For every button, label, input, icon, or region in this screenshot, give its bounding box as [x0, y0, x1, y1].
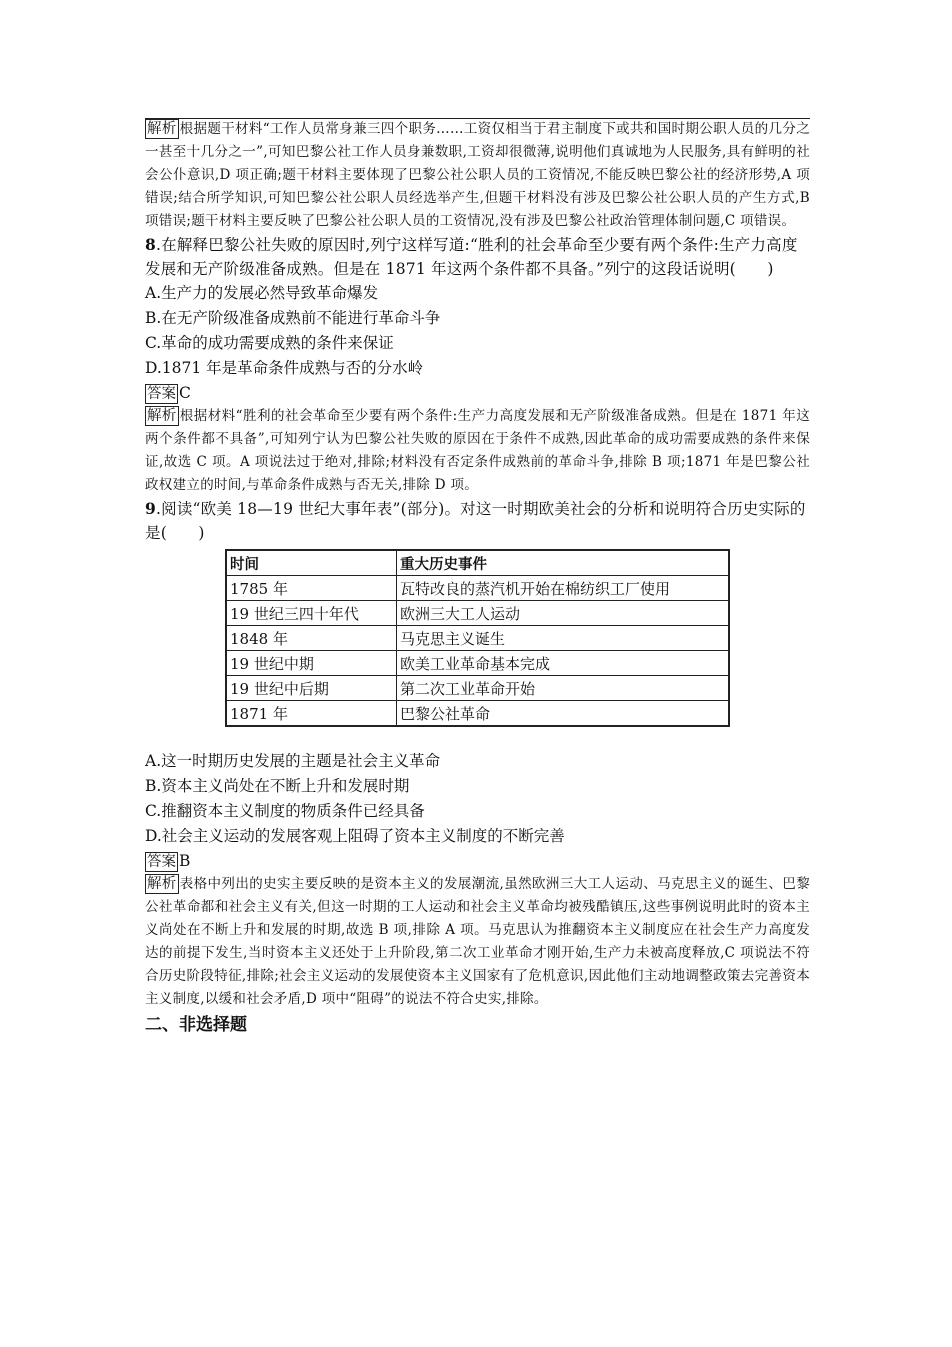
- table-row: [226, 651, 729, 676]
- option-b: B.资本主义尚处在不断上升和发展时期: [145, 777, 410, 795]
- table-cell: 19 世纪中后期: [226, 676, 397, 701]
- option-a: A.生产力的发展必然导致革命爆发: [145, 284, 379, 302]
- table-row: [226, 701, 729, 727]
- table-header: 重大历史事件: [397, 550, 730, 576]
- option-c: C.革命的成功需要成熟的条件来保证: [145, 334, 394, 352]
- analysis-text: 根据材料“胜利的社会革命至少要有两个条件:生产力高度发展和无产阶级准备成熟。但是在 1871 年这两个条件都不具备”,可知列宁认为巴黎公社失败的原因在于条件不成熟,因此革命的成功需要成熟的条件来保证,故选 C 项。A 项说法过于绝对,排除;材料没有否定条件成熟前的革命斗争,排除 B 项;1871 年是巴黎公社政权建立的时间,与革命条件成熟与否无关,排除 D 项。: [145, 408, 810, 493]
- analysis-tag: 解析: [147, 876, 177, 892]
- answer-value: B: [179, 852, 191, 870]
- table-cell: 19 世纪中期: [226, 651, 397, 676]
- analysis-q8: [145, 405, 810, 497]
- table-cell: 1785 年: [226, 576, 397, 601]
- table-row: [226, 626, 729, 651]
- table-cell: 马克思主义诞生: [397, 626, 730, 651]
- option-b: B.在无产阶级准备成熟前不能进行革命斗争: [145, 309, 441, 327]
- option-a: A.这一时期历史发展的主题是社会主义革命: [145, 752, 441, 770]
- answer-value: C: [179, 384, 191, 402]
- section-title: 二、非选择题: [145, 1015, 247, 1035]
- table-cell: 巴黎公社革命: [397, 701, 730, 727]
- document-page: [145, 118, 810, 1037]
- table-cell: 瓦特改良的蒸汽机开始在棉纺织工厂使用: [397, 576, 730, 601]
- answer-q9: [145, 849, 810, 873]
- question-8: [145, 233, 810, 281]
- question-stem: .阅读“欧美 18—19 世纪大事年表”(部分)。对这一时期欧美社会的分析和说明符合历史实际的是( ): [145, 500, 806, 542]
- table-row: [226, 676, 729, 701]
- analysis-text: 根据题干材料“工作人员常身兼三四个职务……工资仅相当于君主制度下或共和国时期公职人员的几分之一甚至十几分之一”,可知巴黎公社工作人员身兼数职,工资却很微薄,说明他们真诚地为人民服务,具有鲜明的社会公仆意识,D 项正确;题干材料主要体现了巴黎公社公职人员的工资情况,不能反映巴黎公社的经济形势,A 项错误;结合所学知识,可知巴黎公社公职人员经选举产生,但题干材料没有涉及巴黎公社公职人员的产生方式,B 项错误;题干材料主要反映了巴黎公社公职人员的工资情况,没有涉及巴黎公社政治管理体制问题,C 项错误。: [145, 121, 810, 229]
- analysis-tag: 解析: [147, 408, 177, 424]
- option-d: D.社会主义运动的发展客观上阻碍了资本主义制度的不断完善: [145, 827, 565, 845]
- table-row: [226, 601, 729, 626]
- option-d: D.1871 年是革命条件成熟与否的分水岭: [145, 359, 424, 377]
- answer-q8: [145, 381, 810, 405]
- table-cell: 1871 年: [226, 701, 397, 727]
- table-row: [226, 576, 729, 601]
- analysis-text: 表格中列出的史实主要反映的是资本主义的发展潮流,虽然欧洲三大工人运动、马克思主义的诞生、巴黎公社革命都和社会主义有关,但这一时期的工人运动和社会主义革命均被残酷镇压,这些事例说明此时的资本主义尚处在不断上升和发展的时期,故选 B 项,排除 A 项。马克思认为推翻资本主义制度应在社会生产力高度发达的前提下发生,当时资本主义还处于上升阶段,第二次工业革命才刚开始,生产力未被高度释放,C 项说法不符合历史阶段特征,排除;社会主义运动的发展使资本主义国家有了危机意识,因此他们主动地调整政策去完善资本主义制度,以缓和社会矛盾,D 项中“阻碍”的说法不符合史实,排除。: [145, 876, 810, 1007]
- question-stem: .在解释巴黎公社失败的原因时,列宁这样写道:“胜利的社会革命至少要有两个条件:生产力高度发展和无产阶级准备成熟。但是在 1871 年这两个条件都不具备。”列宁的这段话说明( ): [145, 236, 798, 278]
- analysis-q7: [145, 118, 810, 233]
- question-number: 8: [145, 235, 156, 254]
- table-cell: 1848 年: [226, 626, 397, 651]
- table-cell: 19 世纪三四十年代: [226, 601, 397, 626]
- table-cell: 第二次工业革命开始: [397, 676, 730, 701]
- analysis-q9: [145, 873, 810, 1011]
- table-header-row: [226, 550, 729, 576]
- table-cell: 欧美工业革命基本完成: [397, 651, 730, 676]
- answer-tag: 答案: [147, 386, 176, 402]
- question-9: [145, 497, 810, 545]
- analysis-tag: 解析: [147, 121, 177, 137]
- question-number: 9: [145, 499, 156, 518]
- option-c: C.推翻资本主义制度的物质条件已经具备: [145, 802, 425, 820]
- events-table: [225, 549, 730, 727]
- table-header: 时间: [226, 550, 397, 576]
- answer-tag: 答案: [147, 854, 176, 870]
- table-cell: 欧洲三大工人运动: [397, 601, 730, 626]
